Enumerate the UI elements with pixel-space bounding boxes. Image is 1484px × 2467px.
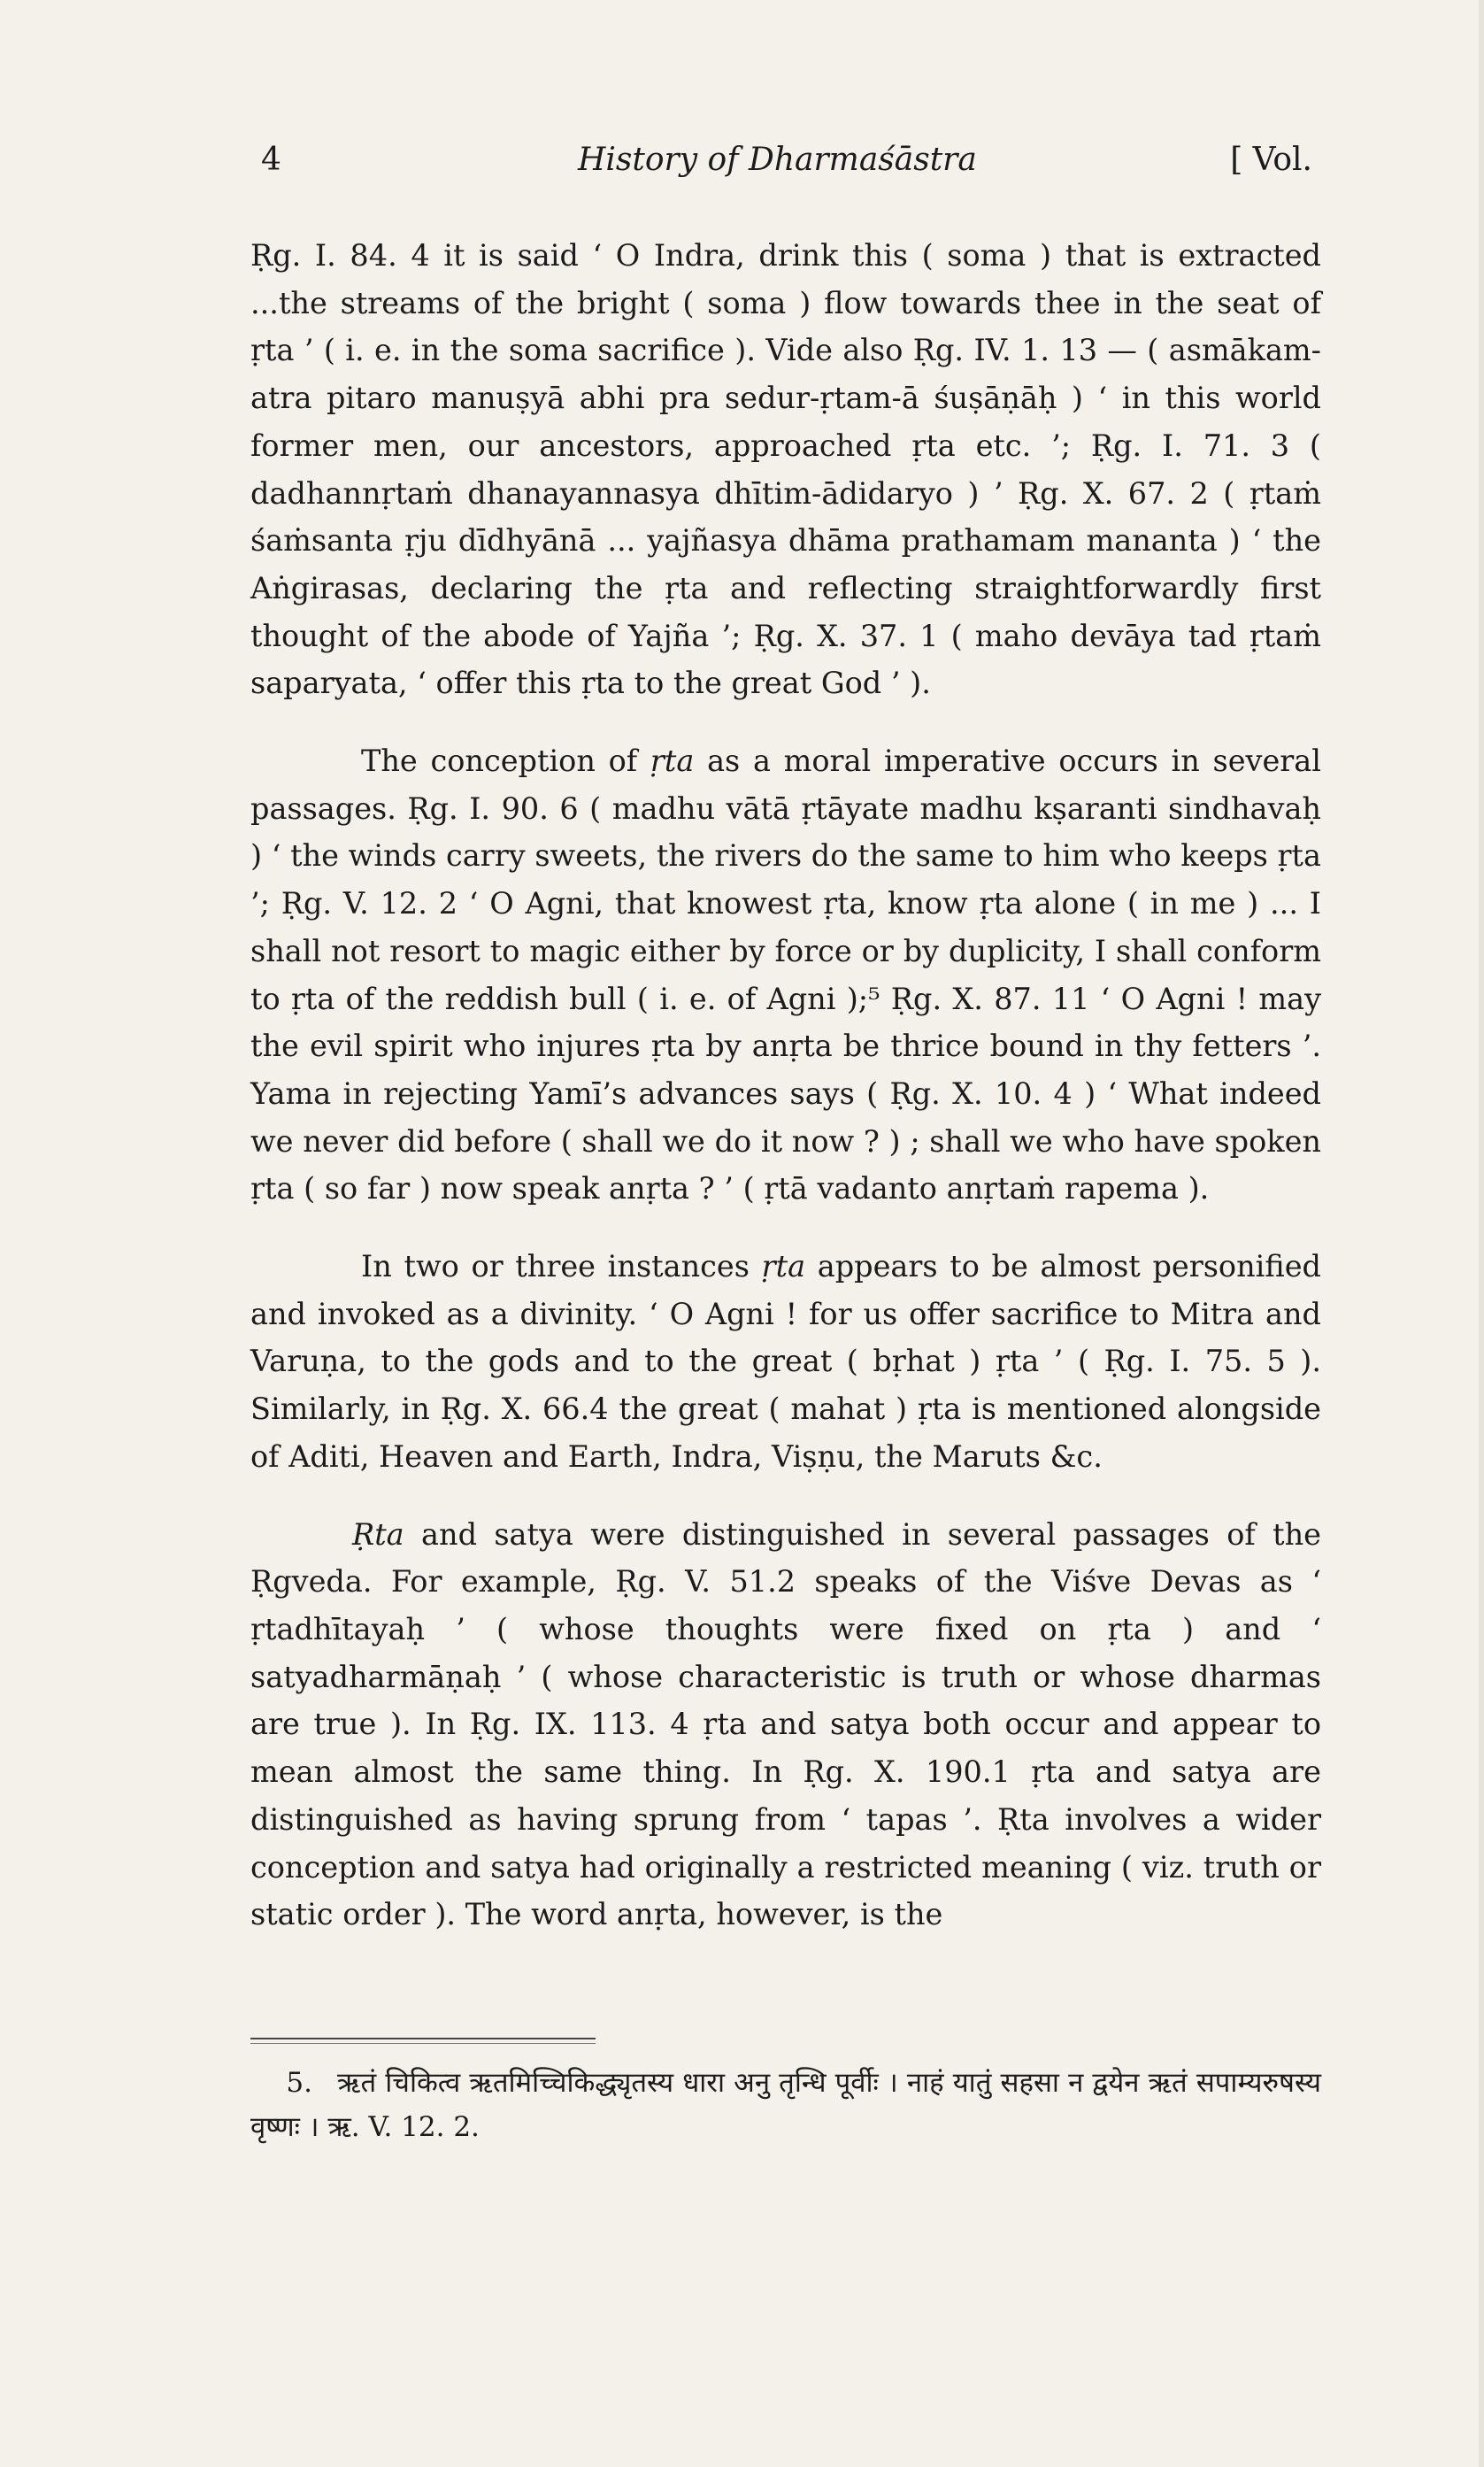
paragraph: Ṛg. I. 84. 4 it is said ‘ O Indra, drink this ( soma ) that is extracted ...the streams of the bright ( soma ) flow towards thee in the seat of ṛta ’ ( i. e. in the soma sacrifice ). Vide also Ṛg. IV. 1. 13 — ( asmākam-atra pitaro manuṣyā abhi pra sedur-ṛtam-ā śuṣāṇāḥ ) ‘ in this world former men, our ancestors, approached ṛta etc. ’; Ṛg. I. 71. 3 ( dadhannṛtaṁ dhanayannasya dhītim-ādidaryo ) ’ Ṛg. X. 67. 2 ( ṛtaṁ śaṁsanta ṛju dīdhyānā ... yajñasya dhāma prathamam mananta ) ‘ the Aṅgirasas, declaring the ṛta and reflecting straightforwardly first thought of the abode of Yajña ’; Ṛg. X. 37. 1 ( maho devāya tad ṛtaṁ saparyata, ‘ offer this ṛta to the great God ’ ). [250, 238, 1321, 701]
page-number: 4 [261, 142, 281, 178]
body-text [250, 232, 1321, 1969]
running-title: History of Dharmaśāstra [578, 142, 977, 178]
page-edge [1479, 0, 1484, 2467]
page-header [250, 142, 1312, 195]
footnote-text: ऋतं चिकित्व ऋतमिच्चिकिद्ध्यृतस्य धारा अनु तृन्धि पूर्वीः । नाहं यातुं सहसा न द्वयेन ऋतं सपाम्यरुषस्य वृष्णः । ऋ. V. 12. 2. [250, 2067, 1321, 2143]
paragraph: The conception of ṛta as a moral imperative occurs in several passages. Ṛg. I. 90. 6 ( madhu vātā ṛtāyate madhu kṣaranti sindhavaḥ ) ‘ the winds carry sweets, the rivers do the same to him who keeps ṛta ’; Ṛg. V. 12. 2 ‘ O Agni, that knowest ṛta, know ṛta alone ( in me ) ... I shall not resort to magic either by force or by duplicity, I shall conform to ṛta of the reddish bull ( i. e. of Agni );⁵ Ṛg. X. 87. 11 ‘ O Agni ! may the evil spirit who injures ṛta by anṛta be thrice bound in thy fetters ’. Yama in rejecting Yamī’s advances says ( Ṛg. X. 10. 4 ) ‘ What indeed we never did before ( shall we do it now ? ) ; shall we who have spoken ṛta ( so far ) now speak anṛta ? ’ ( ṛtā vadanto anṛtaṁ rapema ). [250, 744, 1321, 1207]
footnote [250, 2061, 1321, 2149]
footnote-rule [250, 2038, 596, 2039]
footnote-rule [250, 2043, 596, 2044]
volume-marker: [ Vol. [1230, 142, 1312, 178]
paragraph: Ṛta and satya were distinguished in several passages of the Ṛgveda. For example, Ṛg. V. 51.2 speaks of the Viśve Devas as ‘ ṛtadhītayaḥ ’ ( whose thoughts were fixed on ṛta ) and ‘ satyadharmāṇaḥ ’ ( whose characteristic is truth or whose dharmas are true ). In Ṛg. IX. 113. 4 ṛta and satya both occur and appear to mean almost the same thing. In Ṛg. X. 190.1 ṛta and satya are distinguished as having sprung from ‘ tapas ’. Ṛta involves a wider conception and satya had originally a restricted meaning ( viz. truth or static order ). The word anṛta, however, is the [250, 1516, 1321, 1932]
paragraph: In two or three instances ṛta appears to be almost personified and invoked as a divinity. ‘ O Agni ! for us offer sacrifice to Mitra and Varuṇa, to the gods and to the great ( bṛhat ) ṛta ’ ( Ṛg. I. 75. 5 ). Similarly, in Ṛg. X. 66.4 the great ( mahat ) ṛta is mentioned alongside of Aditi, Heaven and Earth, Indra, Viṣṇu, the Maruts &c. [250, 1249, 1321, 1474]
footnote-number: 5. [286, 2067, 312, 2099]
